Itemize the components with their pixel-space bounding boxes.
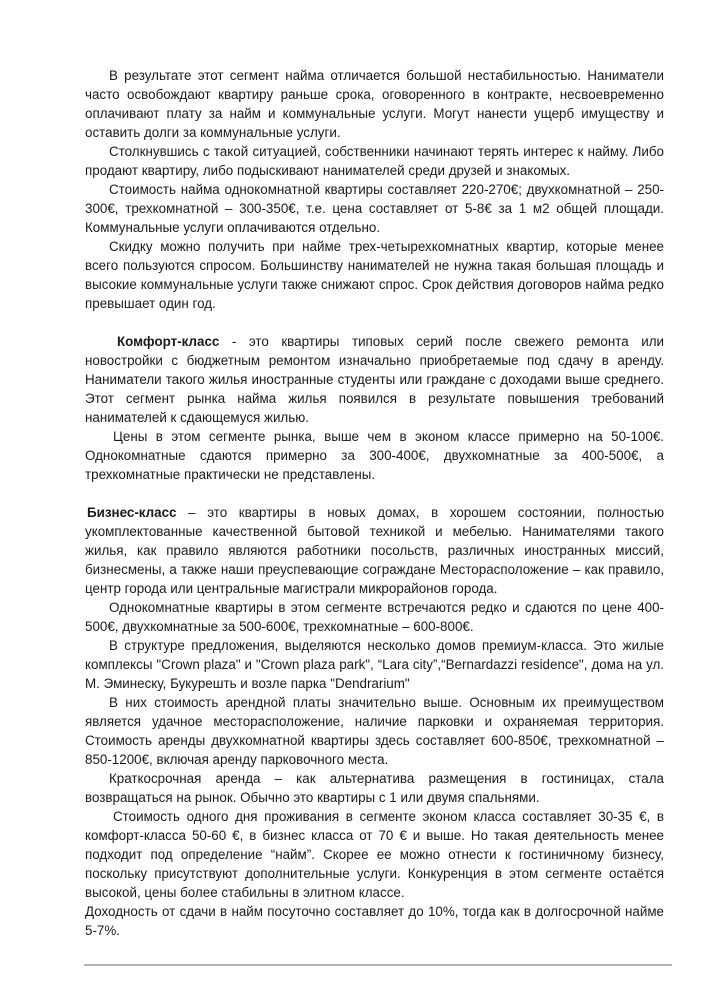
paragraph-premium-prices: В них стоимость арендной платы значительно выше. Основным их преимуществом является удачное месторасположение, наличие парковки и охраняемая территория. Стоимость аренды двухкомнатной квартиры здесь составляет 600-850€, трехкомнатной – 850-1200€, включая аренду парковочного места. xyxy=(85,695,664,767)
comfort-class-definition-text: - это квартиры типовых серий после свежего ремонта или новостройки с бюджетным ремонтом изначально приобретаемые под сдачу в аренду. Наниматели такого жилья иностранные студенты или граждане с доходами выше среднего. Этот сегмент рынка найма жилья появился в результате повышения требований нанимателей к сдающемуся жилью. xyxy=(85,334,664,425)
paragraph-daily-prices: Стоимость одного дня проживания в сегменте эконом класса составляет 30-35 €, в комфорт-класса 50-60 €, в бизнес класса от 70 € и выше. Но такая деятельность менее подходит под определение “найм”. Скорее ее можно отнести к гостиничному бизнесу, поскольку присутствуют дополнительные услуги. Конкуренция в этом сегменте остаётся высокой, цены более стабильны в элитном классе. xyxy=(85,809,664,900)
document-page xyxy=(85,66,664,940)
paragraph-economy-prices: Стоимость найма однокомнатной квартиры составляет 220-270€; двухкомнатной – 250-300€, трехкомнатной – 300-350€, т.е. цена составляет от 5-8€ за 1 м2 общей площади. Коммунальные услуги оплачиваются отдельно. xyxy=(85,182,664,235)
footer-divider xyxy=(84,964,672,966)
business-class-definition-text: – это квартиры в новых домах, в хорошем состоянии, полностью укомплектованные качественной бытовой техникой и мебелью. Нанимателями такого жилья, как правило являются работники посольств, различных иностранных миссий, бизнесмены, а также наши преуспевающие сограждане Месторасположение – как правило, центр города или центральные магистрали микрорайонов города. xyxy=(85,505,664,596)
comfort-class-term: Комфорт-класс xyxy=(117,334,220,349)
business-class-term: Бизнес-класс xyxy=(87,505,177,520)
spacer xyxy=(85,484,664,503)
paragraph-owners-reaction: Столкнувшись с такой ситуацией, собственники начинают терять интерес к найму. Либо продают квартиру, либо подыскивают нанимателей среди друзей и знакомых. xyxy=(85,144,664,178)
paragraph-comfort-class-prices: Цены в этом сегменте рынка, выше чем в эконом классе примерно на 50-100€. Однокомнатные сдаются примерно за 300-400€, двухкомнатные за 400-500€, а трехкомнатные практически не представлены. xyxy=(85,429,664,482)
paragraph-premium-complexes: В структуре предложения, выделяются несколько домов премиум-класса. Это жилые комплексы "Crown plaza" и "Crown plaza park", “Lara city”,“Bernardazzi residence", дома на ул. М. Эминеску, Букурешть и возле парка "Dendrarium" xyxy=(85,638,664,691)
paragraph-business-class-definition xyxy=(85,503,664,598)
paragraph-short-term-rental: Краткосрочная аренда – как альтернатива размещения в гостиницах, стала возвращаться на рынок. Обычно это квартиры с 1 или двумя спальнями. xyxy=(85,771,664,805)
paragraph-discounts: Скидку можно получить при найме трех-четырехкомнатных квартир, которые менее всего пользуются спросом. Большинству нанимателей не нужна такая большая площадь и высокие коммунальные услуги также снижают спрос. Срок действия договоров найма редко превышает один год. xyxy=(85,239,664,311)
spacer xyxy=(85,313,664,332)
paragraph-yield: Доходность от сдачи в найм посуточно составляет до 10%, тогда как в долгосрочной найме 5-7%. xyxy=(85,904,664,938)
paragraph-comfort-class-definition xyxy=(85,332,664,427)
paragraph-business-prices: Однокомнатные квартиры в этом сегменте встречаются редко и сдаются по цене 400-500€, двухкомнатные за 500-600€, трехкомнатные – 600-800€. xyxy=(85,600,664,634)
paragraph-instability: В результате этот сегмент найма отличается большой нестабильностью. Наниматели часто освобождают квартиру раньше срока, оговоренного в контракте, несвоевременно оплачивают плату за найм и коммунальные услуги. Могут нанести ущерб имуществу и оставить долги за коммунальные услуги. xyxy=(85,68,664,140)
